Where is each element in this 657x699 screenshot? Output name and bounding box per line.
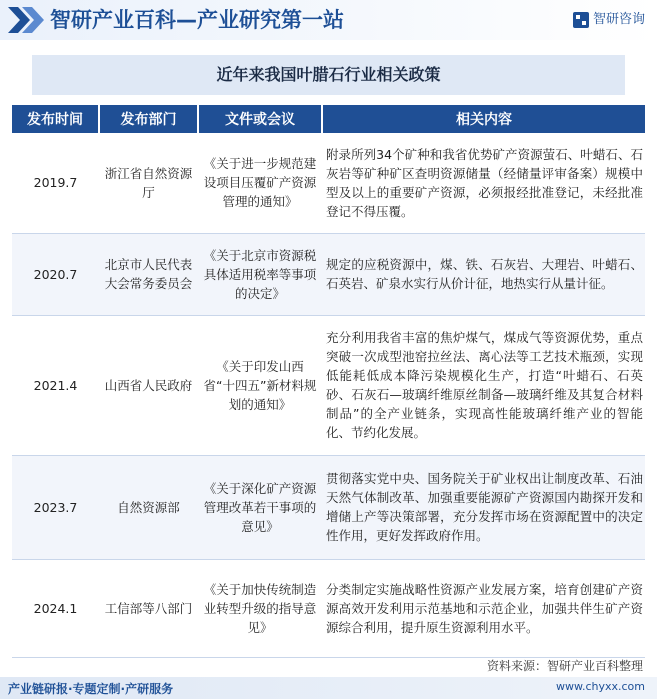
footer-bar xyxy=(0,677,657,699)
column-header-content: 相关内容 xyxy=(322,105,645,133)
cell-time: 2021.4 xyxy=(12,315,99,455)
cell-dept: 浙江省自然资源厅 xyxy=(99,133,198,233)
cell-doc: 《关于北京市资源税具体适用税率等事项的决定》 xyxy=(198,233,322,315)
brand-name: 智研咨询 xyxy=(592,12,645,27)
cell-time: 2019.7 xyxy=(12,133,99,233)
cell-content: 充分利用我省丰富的焦炉煤气，煤成气等资源优势，重点突破一次成型池窑拉丝法、离心法等工艺技术瓶颈，实现低能耗低成本降污染规模化生产，打造“叶蜡石、石英砂、石灰石—玻璃纤维原丝制备—玻璃纤维及其复合材料制品”的全产业链条，实现高性能玻璃纤维产业的智能化、节约化发展。 xyxy=(322,315,645,455)
table-row xyxy=(12,133,645,233)
cell-time: 2024.1 xyxy=(12,559,99,657)
cell-content: 贯彻落实党中央、国务院关于矿业权出让制度改革、石油天然气体制改革、加强重要能源矿产资源国内勘探开发和增储上产等决策部署，充分发挥市场在资源配置中的决定性作用，更好发挥政府作用。 xyxy=(322,455,645,559)
table-title: 近年来我国叶腊石行业相关政策 xyxy=(32,55,625,95)
column-header-dept: 发布部门 xyxy=(99,105,198,133)
cell-dept: 工信部等八部门 xyxy=(99,559,198,657)
cell-doc: 《关于进一步规范建设项目压覆矿产资源管理的通知》 xyxy=(198,133,322,233)
cell-time: 2023.7 xyxy=(12,455,99,559)
column-header-time: 发布时间 xyxy=(12,105,99,133)
cell-doc: 《关于深化矿产资源管理改革若干事项的意见》 xyxy=(198,455,322,559)
footer-url-link[interactable]: www.chyxx.com xyxy=(555,680,645,693)
column-header-doc: 文件或会议 xyxy=(198,105,322,133)
cell-doc: 《关于印发山西省“十四五”新材料规划的通知》 xyxy=(198,315,322,455)
brand-logo[interactable] xyxy=(573,9,645,31)
double-chevron-icon xyxy=(6,7,46,33)
table-row xyxy=(12,559,645,657)
table-row xyxy=(12,455,645,559)
data-source: 资料来源：智研产业百科整理 xyxy=(486,659,643,673)
cell-time: 2020.7 xyxy=(12,233,99,315)
cell-content: 规定的应税资源中，煤、铁、石灰岩、大理岩、叶蜡石、石英岩、矿泉水实行从价计征，地热实行从量计征。 xyxy=(322,233,645,315)
site-title: 智研产业百科—产业研究第一站 xyxy=(50,8,344,32)
table-header-row xyxy=(12,105,645,133)
cell-dept: 山西省人民政府 xyxy=(99,315,198,455)
cell-content: 分类制定实施战略性资源产业发展方案，培育创建矿产资源高效开发利用示范基地和示范企业，加强共伴生矿产资源综合利用，提升原生资源利用水平。 xyxy=(322,559,645,657)
brand-icon xyxy=(573,12,589,28)
policy-table xyxy=(12,105,645,658)
table-row xyxy=(12,233,645,315)
header-bar xyxy=(0,0,657,40)
cell-dept: 北京市人民代表大会常务委员会 xyxy=(99,233,198,315)
footer-services: 产业链研报·专题定制·产研服务 xyxy=(8,682,174,696)
cell-content: 附录所列34个矿种和我省优势矿产资源萤石、叶蜡石、石灰岩等矿种矿区查明资源储量（经储量评审备案）规模中型及以上的重要矿产资源，必须报经批准登记，未经批准登记不得压覆。 xyxy=(322,133,645,233)
cell-dept: 自然资源部 xyxy=(99,455,198,559)
table-row xyxy=(12,315,645,455)
cell-doc: 《关于加快传统制造业转型升级的指导意见》 xyxy=(198,559,322,657)
